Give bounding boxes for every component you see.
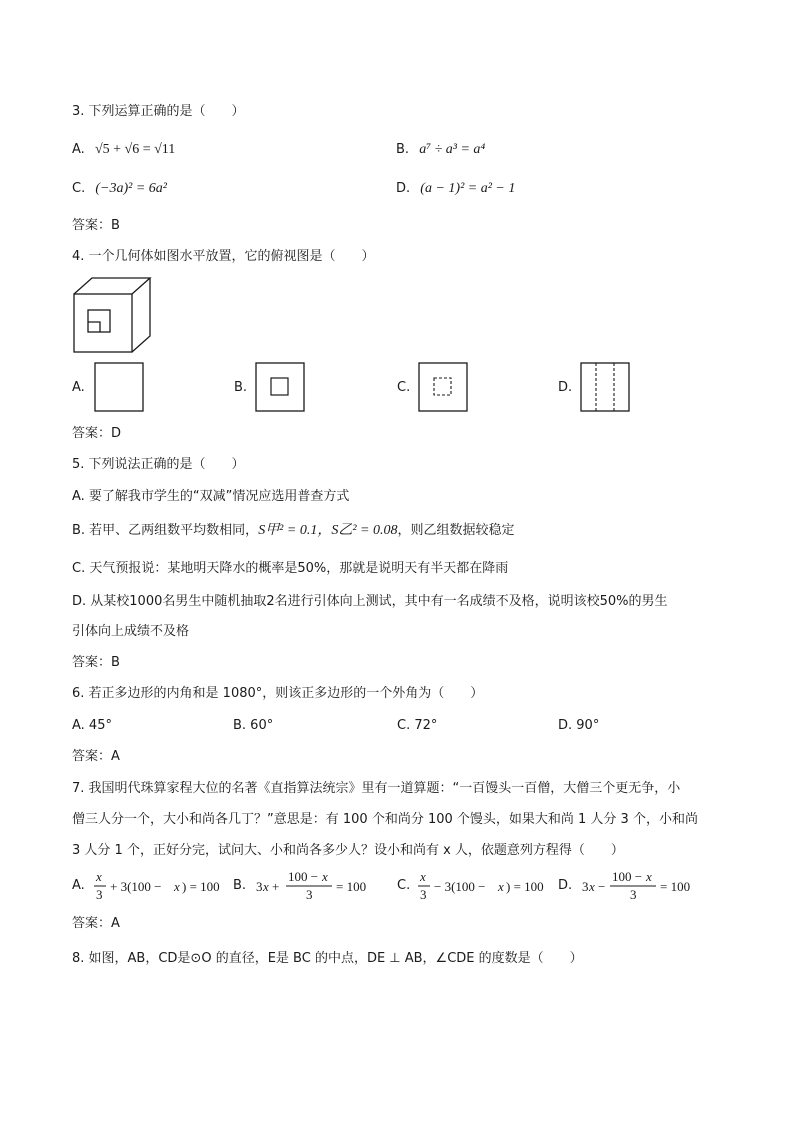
q3-option-b [396, 141, 485, 159]
q4-option-a-label: A. [72, 380, 85, 395]
q5-option-b-text: B. 若甲、乙两组数平均数相同， [72, 523, 259, 538]
svg-text:3: 3 [96, 887, 103, 902]
svg-text:+: + [272, 879, 280, 894]
svg-text:100 −: 100 − [612, 869, 643, 884]
q5-option-a: A. 要了解我市学生的“双减”情况应选用普查方式 [72, 489, 350, 504]
svg-text:x: x [420, 869, 426, 884]
cube-solid-figure [72, 276, 156, 356]
q4-stem: 4. 一个几何体如图水平放置，它的俯视图是（ ） [72, 249, 375, 264]
cube-side-face [132, 278, 150, 352]
q4-option-c-view [418, 362, 470, 414]
cube-front-face [74, 294, 132, 352]
q3-option-a-label: A. [72, 142, 85, 157]
svg-text:3: 3 [256, 879, 263, 894]
q4-option-b-label: B. [234, 380, 248, 395]
q5-option-d-line1: D. 从某校1000名男生中随机抽取2名进行引体向上测试，其中有一名成绩不及格，说明该校50%的男生 [72, 594, 668, 609]
q3-option-b-label: B. [396, 142, 410, 157]
q4-answer: 答案：D [72, 426, 122, 441]
q3-option-a-expr: √5 + √6 = √11 [94, 142, 176, 157]
svg-text:−: − [598, 879, 606, 894]
q3-answer: 答案：B [72, 218, 120, 233]
svg-text:x: x [174, 879, 180, 894]
svg-text:= 100: = 100 [660, 879, 691, 894]
svg-text:x: x [646, 869, 652, 884]
svg-text:− 3(100 −: − 3(100 − [434, 879, 486, 894]
q5-option-b-math: S甲² = 0.1，S乙² = 0.08 [258, 523, 398, 538]
svg-text:= 100: = 100 [336, 879, 367, 894]
cube-hole-inner-edges [88, 322, 100, 332]
svg-text:x: x [322, 869, 328, 884]
q6-answer: 答案：A [72, 749, 120, 764]
q3-option-d [396, 180, 515, 198]
q7-option-c-label: C. [397, 878, 411, 893]
svg-text:3: 3 [420, 887, 427, 902]
q3-option-d-expr: (a − 1)² = a² − 1 [420, 181, 516, 196]
q7-option-c-formula [416, 866, 554, 904]
q3-option-d-label: D. [396, 181, 411, 196]
q5-option-d-line2: 引体向上成绩不及格 [72, 624, 190, 639]
q3-option-b-expr: a⁷ ÷ a³ = a⁴ [419, 142, 486, 157]
svg-text:3: 3 [306, 887, 313, 902]
q3-option-a [72, 141, 175, 159]
q6-option-d: D. 90° [558, 718, 600, 733]
svg-text:) = 100: ) = 100 [506, 879, 544, 894]
q4-option-d-view [580, 362, 632, 414]
q4-option-c-label: C. [397, 380, 411, 395]
svg-text:) = 100: ) = 100 [182, 879, 220, 894]
q7-option-a-formula [92, 866, 228, 904]
q7-line-2: 僧三人分一个，大小和尚各几丁？”意思是：有 100 个和尚分 100 个馒头，如果大和尚 1 人分 3 个，小和尚 [72, 812, 698, 827]
q8-stem: 8. 如图，AB，CD是⊙O 的直径，E是 BC 的中点，DE ⊥ AB，∠CDE 的度数是（ ） [72, 951, 583, 966]
q4-option-d-label: D. [558, 380, 573, 395]
q7-line-3: 3 人分 1 个，正好分完，试问大、小和尚各多少人？设小和尚有 x 人，依题意列方程得（ ） [72, 843, 624, 858]
cube-top-face [74, 278, 150, 294]
cube-hole-opening [88, 310, 110, 332]
q7-line-1: 7. 我国明代珠算家程大位的名著《直指算法统宗》里有一道算题：“一百馒头一百僧，大僧三个更无争，小 [72, 781, 681, 796]
svg-text:+ 3(100 −: + 3(100 − [110, 879, 162, 894]
q6-stem: 6. 若正多边形的内角和是 1080°，则该正多边形的一个外角为（ ） [72, 686, 484, 701]
q4-option-a-view [94, 362, 146, 414]
q3-stem: 3. 下列运算正确的是（ ） [72, 104, 245, 119]
svg-text:100 −: 100 − [288, 869, 319, 884]
q7-option-d-formula [578, 866, 708, 904]
svg-text:x: x [96, 869, 102, 884]
q5-option-b-tail: ，则乙组数据较稳定 [397, 523, 515, 538]
q3-option-c-label: C. [72, 181, 86, 196]
q4-option-b-view [255, 362, 307, 414]
svg-text:x: x [263, 879, 269, 894]
q7-option-b-formula [252, 866, 382, 904]
q6-option-b: B. 60° [233, 718, 274, 733]
q5-option-b [72, 522, 515, 540]
q3-option-c [72, 180, 167, 198]
q7-answer: 答案：A [72, 916, 120, 931]
q7-option-b-label: B. [233, 878, 247, 893]
q5-stem: 5. 下列说法正确的是（ ） [72, 457, 245, 472]
svg-text:x: x [498, 879, 504, 894]
q6-option-c: C. 72° [397, 718, 438, 733]
q7-option-a-label: A. [72, 878, 85, 893]
q5-option-c: C. 天气预报说：某地明天降水的概率是50%，那就是说明天有半天都在降雨 [72, 561, 509, 576]
q6-option-a: A. 45° [72, 718, 112, 733]
svg-text:3: 3 [582, 879, 589, 894]
q7-option-d-label: D. [558, 878, 573, 893]
svg-text:x: x [589, 879, 595, 894]
q5-answer: 答案：B [72, 655, 120, 670]
q3-option-c-expr: (−3a)² = 6a² [95, 181, 167, 196]
svg-text:3: 3 [630, 887, 637, 902]
